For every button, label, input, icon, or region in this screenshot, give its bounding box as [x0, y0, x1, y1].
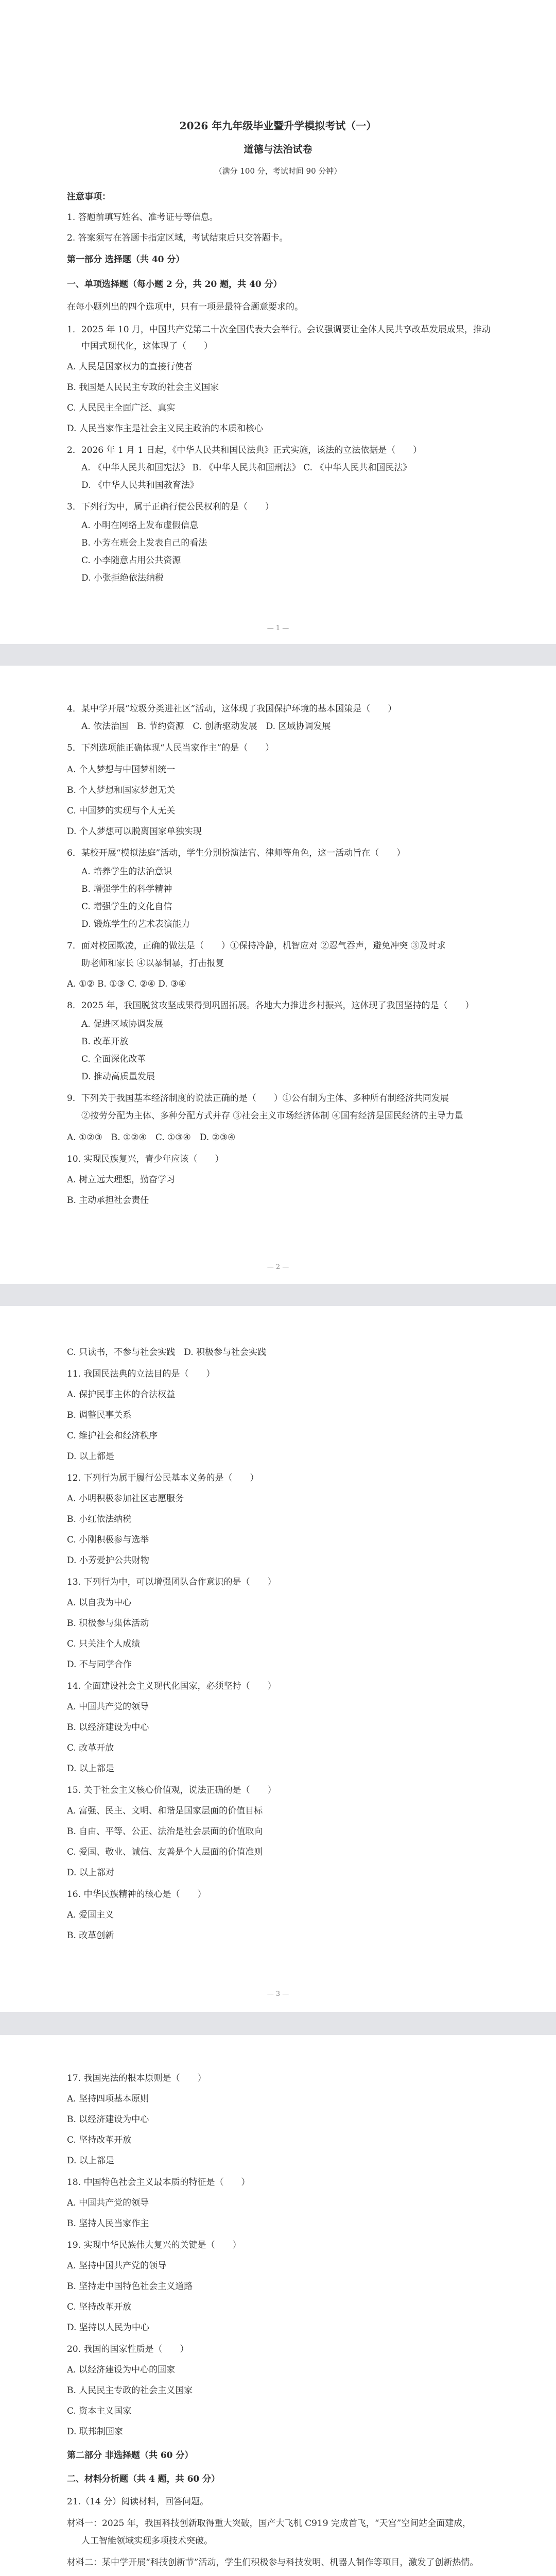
text-line: B. 改革创新: [67, 1930, 114, 1941]
text-line: B. 以经济建设为中心: [67, 1722, 149, 1733]
text-line: 16. 中华民族精神的核心是（ ）: [67, 1889, 206, 1900]
text-line: B. 我国是人民民主专政的社会主义国家: [67, 382, 219, 393]
text-line: B. 人民民主专政的社会主义国家: [67, 2385, 193, 2396]
text-line: 18. 中国特色社会主义最本质的特征是（ ）: [67, 2177, 250, 2188]
text-line: ②按劳分配为主体、多种分配方式并存 ③社会主义市场经济体制 ④国有经济是国民经济的主导力量: [81, 1111, 463, 1121]
text-line: C. 中国梦的实现与个人无关: [67, 806, 176, 816]
text-line: 道德与法治试卷: [244, 144, 312, 155]
text-line: A. 树立远大理想，勤奋学习: [67, 1175, 176, 1185]
text-line: A. 培养学生的法治意识: [81, 867, 172, 877]
text-line: 14. 全面建设社会主义现代化国家，必须坚持（ ）: [67, 1681, 276, 1691]
text-line: C. 维护社会和经济秩序: [67, 1431, 158, 1441]
text-line: D. 不与同学合作: [67, 1659, 132, 1670]
text-line: D. 坚持以人民为中心: [67, 2323, 149, 2333]
text-line: 10. 实现民族复兴，青少年应该（ ）: [67, 1154, 224, 1164]
text-line: D. 以上都是: [67, 2156, 114, 2166]
text-line: D. 联邦制国家: [67, 2427, 123, 2437]
exam-page-2: [0, 666, 556, 1284]
text-line: D. 以上都是: [67, 1451, 114, 1462]
text-line: A. 小明积极参加社区志愿服务: [67, 1494, 184, 1504]
text-line: 第一部分 选择题（共 40 分）: [67, 255, 185, 265]
text-line: A. 以自我为中心: [67, 1598, 132, 1608]
text-line: 6．某校开展“模拟法庭”活动，学生分别扮演法官、律师等角色，这一活动旨在（ ）: [67, 848, 406, 858]
text-line: 材料一：2025 年，我国科技创新取得重大突破，国产大飞机 C919 完成首飞，“天宫”空间站全面建成，: [67, 2518, 472, 2529]
text-line: A. 促进区域协调发展: [81, 1019, 164, 1029]
page-number: — 1 —: [267, 624, 289, 632]
text-line: A. 人民是国家权力的直接行使者: [67, 362, 193, 372]
text-line: A. 个人梦想与中国梦相统一: [67, 765, 176, 775]
text-line: B. 增强学生的科学精神: [81, 884, 172, 894]
text-line: 12. 下列行为属于履行公民基本义务的是（ ）: [67, 1473, 259, 1483]
text-line: 2026 年九年级毕业暨升学模拟考试（一）: [179, 120, 377, 132]
text-line: D. 个人梦想可以脱离国家单独实现: [67, 826, 202, 837]
text-line: C. 人民民主全面广泛、真实: [67, 403, 176, 413]
text-line: A. 坚持中国共产党的领导: [67, 2261, 167, 2271]
page-number: — 3 —: [267, 1990, 289, 1998]
text-line: 2. 答案须写在答题卡指定区域，考试结束后只交答题卡。: [67, 233, 288, 243]
text-line: 材料二：某中学开展“科技创新节”活动，学生们积极参与科技发明、机器人制作等项目，激发了创新热情。: [67, 2557, 479, 2568]
text-line: 20. 我国的国家性质是（ ）: [67, 2344, 189, 2354]
text-line: 9．下列关于我国基本经济制度的说法正确的是（ ）①公有制为主体、多种所有制经济共同发展: [67, 1093, 449, 1104]
text-line: 在每小题列出的四个选项中，只有一项是最符合题意要求的。: [67, 302, 303, 312]
text-line: 注意事项：: [67, 192, 111, 202]
text-line: 2．2026 年 1 月 1 日起，《中华人民共和国民法典》正式实施，该法的立法依据是（ ）: [67, 445, 422, 455]
text-line: A. 小明在网络上发布虚假信息: [81, 520, 199, 531]
text-line: C. 爱国、敬业、诚信、友善是个人层面的价值准则: [67, 1847, 263, 1857]
text-line: 13. 下列行为中，可以增强团队合作意识的是（ ）: [67, 1577, 276, 1587]
text-line: A. 坚持四项基本原则: [67, 2094, 149, 2104]
text-line: C. 只读书，不参与社会实践 D. 积极参与社会实践: [67, 1347, 267, 1358]
text-line: D. 小芳爱护公共财物: [67, 1555, 149, 1566]
text-line: B. 自由、平等、公正、法治是社会层面的价值取向: [67, 1826, 263, 1837]
text-line: A. 中国共产党的领导: [67, 2198, 149, 2208]
text-line: C. 只关注个人成绩: [67, 1639, 141, 1649]
text-line: 19. 实现中华民族伟大复兴的关键是（ ）: [67, 2240, 241, 2250]
text-line: 二、材料分析题（共 4 题，共 60 分）: [67, 2474, 220, 2484]
text-line: B. 以经济建设为中心: [67, 2114, 149, 2125]
exam-page-3: [0, 1306, 556, 2012]
text-line: D. 推动高质量发展: [81, 1072, 155, 1082]
text-line: 1. 答题前填写姓名、准考证号等信息。: [67, 212, 218, 223]
text-line: 一、单项选择题（每小题 2 分，共 20 题，共 40 分）: [67, 279, 282, 290]
text-line: B. 改革开放: [81, 1037, 129, 1047]
text-line: C. 小李随意占用公共资源: [81, 555, 181, 566]
text-line: 17. 我国宪法的根本原则是（ ）: [67, 2073, 206, 2083]
text-line: B. 个人梦想和国家梦想无关: [67, 785, 176, 795]
text-line: C. 改革开放: [67, 1743, 114, 1753]
text-line: A. 《中华人民共和国宪法》 B. 《中华人民共和国刑法》 C. 《中华人民共和国民法》: [81, 463, 412, 473]
text-line: B. 积极参与集体活动: [67, 1618, 149, 1629]
text-line: 助老师和家长 ④以暴制暴，打击报复: [81, 958, 224, 969]
text-line: D. 人民当家作主是社会主义民主政治的本质和核心: [67, 423, 263, 434]
text-line: B. 小红依法纳税: [67, 1514, 132, 1524]
text-line: 21.（14 分）阅读材料，回答问题。: [67, 2497, 209, 2507]
exam-page-1: [0, 0, 556, 644]
text-line: 7．面对校园欺凌，正确的做法是（ ）①保持冷静，机智应对 ②忍气吞声，避免冲突 ③及时求: [67, 941, 446, 951]
text-line: C. 增强学生的文化自信: [81, 902, 172, 912]
text-line: A. 富强、民主、文明、和谐是国家层面的价值目标: [67, 1806, 263, 1816]
text-line: C. 全面深化改革: [81, 1054, 146, 1064]
text-line: C. 小刚积极参与选举: [67, 1535, 149, 1545]
text-line: 1．2025 年 10 月，中国共产党第二十次全国代表大会举行。会议强调要让全体人民共享改革发展成果，推动: [67, 325, 491, 335]
text-line: 5．下列选项能正确体现“人民当家作主”的是（ ）: [67, 743, 274, 753]
text-line: D. 以上都对: [67, 1868, 114, 1878]
text-line: D. 《中华人民共和国教育法》: [81, 480, 199, 490]
text-line: 第二部分 非选择题（共 60 分）: [67, 2450, 194, 2461]
text-line: D. 锻炼学生的艺术表演能力: [81, 919, 190, 929]
text-line: A. 依法治国 B. 节约资源 C. 创新驱动发展 D. 区域协调发展: [81, 721, 331, 732]
text-line: 人工智能领域实现多项技术突破。: [81, 2536, 213, 2546]
text-line: C. 资本主义国家: [67, 2406, 132, 2416]
text-line: D. 以上都是: [67, 1764, 114, 1774]
text-line: （满分 100 分，考试时间 90 分钟）: [214, 166, 342, 176]
text-line: A. ①②③ B. ①②④ C. ①③④ D. ②③④: [67, 1132, 236, 1143]
text-line: A. ①② B. ①③ C. ②④ D. ③④: [67, 979, 186, 989]
text-line: 8．2025 年，我国脱贫攻坚成果得到巩固拓展。各地大力推进乡村振兴，这体现了我国坚持的是（ ）: [67, 1001, 474, 1011]
text-line: 4．某中学开展“垃圾分类进社区”活动，这体现了我国保护环境的基本国策是（ ）: [67, 704, 397, 714]
text-line: B. 小芳在班会上发表自己的看法: [81, 538, 207, 548]
text-line: D. 小张拒绝依法纳税: [81, 573, 164, 583]
text-line: 中国式现代化，这体现了（ ）: [81, 341, 213, 351]
text-line: A. 以经济建设为中心的国家: [67, 2365, 176, 2375]
text-line: B. 坚持走中国特色社会主义道路: [67, 2281, 193, 2292]
text-line: 11. 我国民法典的立法目的是（ ）: [67, 1369, 215, 1379]
text-line: B. 主动承担社会责任: [67, 1195, 149, 1206]
text-line: A. 保护民事主体的合法权益: [67, 1389, 176, 1400]
text-line: 3．下列行为中，属于正确行使公民权利的是（ ）: [67, 502, 274, 512]
text-line: A. 爱国主义: [67, 1910, 114, 1920]
page-number: — 2 —: [267, 1263, 289, 1271]
text-line: 15. 关于社会主义核心价值观，说法正确的是（ ）: [67, 1785, 276, 1795]
text-line: B. 坚持人民当家作主: [67, 2218, 149, 2229]
text-line: A. 中国共产党的领导: [67, 1702, 149, 1712]
text-line: B. 调整民事关系: [67, 1410, 132, 1420]
text-line: C. 坚持改革开放: [67, 2135, 132, 2145]
exam-page-4: [0, 2035, 556, 2576]
text-line: C. 坚持改革开放: [67, 2302, 132, 2312]
